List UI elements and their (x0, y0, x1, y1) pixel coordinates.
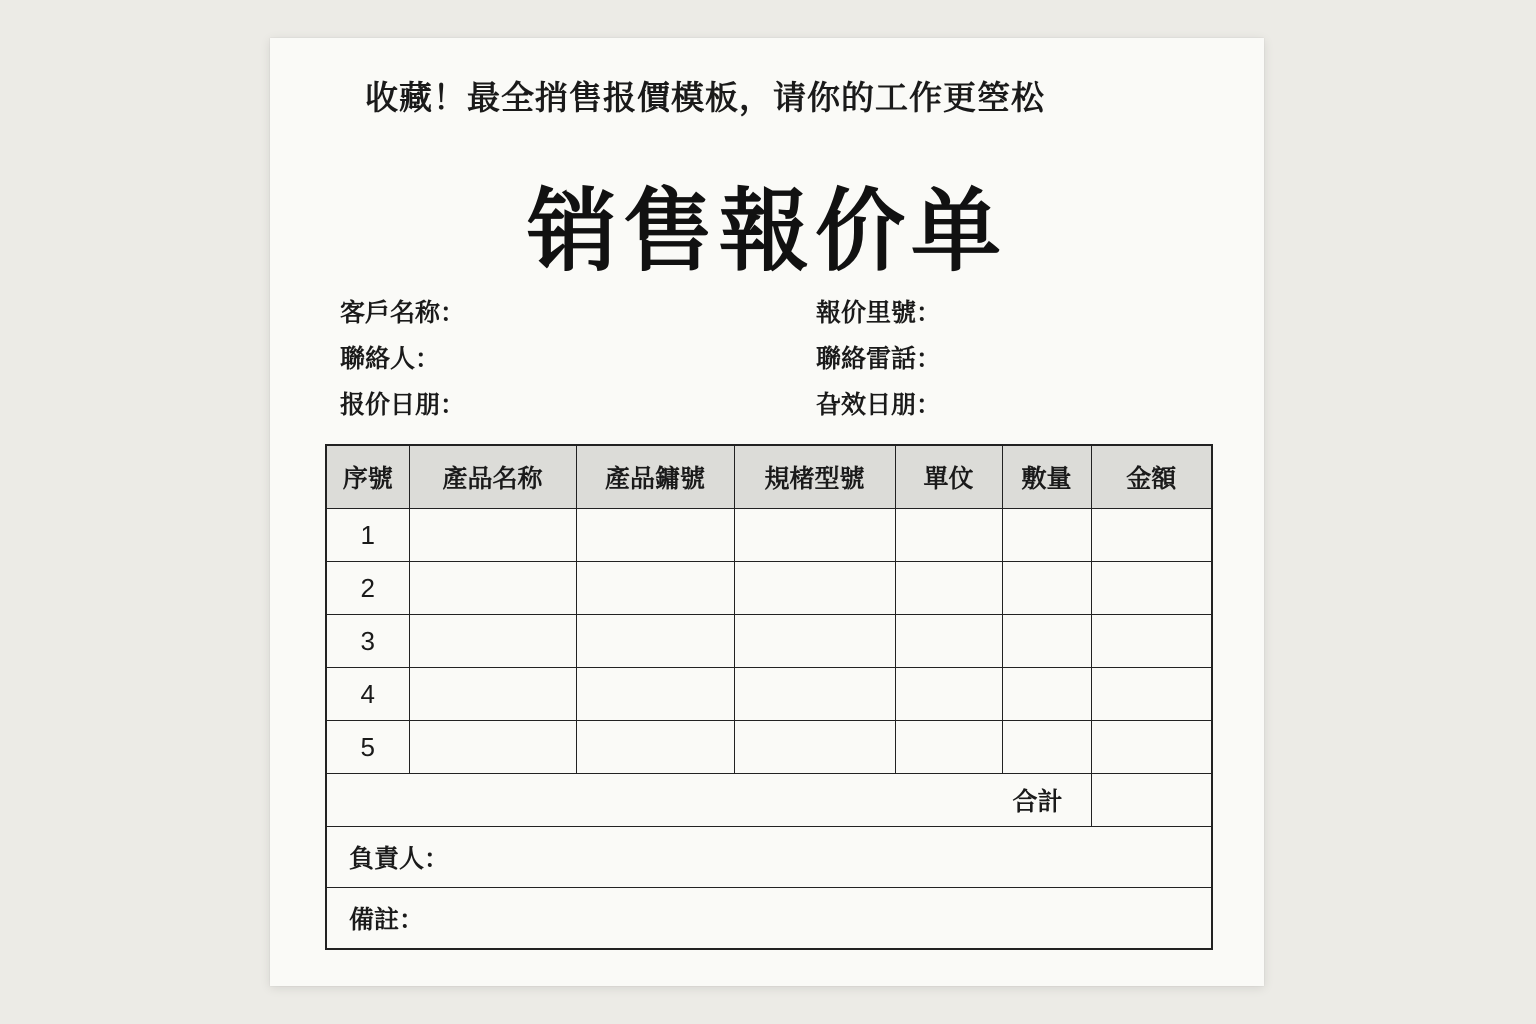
product-name-cell[interactable] (409, 721, 576, 774)
header-unit: 單伩 (895, 445, 1002, 509)
quantity-cell[interactable] (1002, 668, 1091, 721)
spec-model-cell[interactable] (734, 509, 895, 562)
product-name-cell[interactable] (409, 668, 576, 721)
quantity-cell[interactable] (1002, 562, 1091, 615)
row-number: 4 (326, 668, 409, 721)
amount-cell[interactable] (1091, 668, 1212, 721)
customer-name-label: 客戶名称： (340, 298, 466, 327)
amount-cell[interactable] (1091, 615, 1212, 668)
quantity-cell[interactable] (1002, 721, 1091, 774)
product-name-cell[interactable] (409, 509, 576, 562)
unit-cell[interactable] (895, 615, 1002, 668)
quote-date-label: 报价日朋： (340, 390, 466, 419)
valid-date-label: 旮效日朋： (816, 390, 942, 419)
unit-cell[interactable] (895, 509, 1002, 562)
total-label: 合計 (326, 774, 1091, 827)
product-code-cell[interactable] (576, 721, 734, 774)
quote-number-label: 報价里號： (816, 298, 942, 327)
row-number: 3 (326, 615, 409, 668)
header-spec-model: 規楮型號 (734, 445, 895, 509)
table-row (326, 509, 1212, 562)
quantity-cell[interactable] (1002, 615, 1091, 668)
product-code-cell[interactable] (576, 509, 734, 562)
amount-cell[interactable] (1091, 509, 1212, 562)
spec-model-cell[interactable] (734, 562, 895, 615)
row-number: 1 (326, 509, 409, 562)
product-code-cell[interactable] (576, 562, 734, 615)
quote-table (325, 444, 1213, 950)
responsible-label: 負責人： (326, 827, 1212, 888)
subtitle: 收藏！最全捎售报價模板，请你的工作更箜松 (365, 78, 1045, 117)
unit-cell[interactable] (895, 721, 1002, 774)
spec-model-cell[interactable] (734, 615, 895, 668)
contact-phone-label: 聯絡雷話： (816, 344, 942, 373)
unit-cell[interactable] (895, 668, 1002, 721)
row-number: 5 (326, 721, 409, 774)
total-amount-cell[interactable] (1091, 774, 1212, 827)
spec-model-cell[interactable] (734, 668, 895, 721)
product-code-cell[interactable] (576, 668, 734, 721)
table-row (326, 615, 1212, 668)
unit-cell[interactable] (895, 562, 1002, 615)
responsible-row (326, 827, 1212, 888)
remarks-label: 備註： (326, 888, 1212, 950)
table-row (326, 668, 1212, 721)
amount-cell[interactable] (1091, 721, 1212, 774)
table-row (326, 721, 1212, 774)
amount-cell[interactable] (1091, 562, 1212, 615)
row-number: 2 (326, 562, 409, 615)
remarks-row (326, 888, 1212, 950)
table-header-row (326, 445, 1212, 509)
header-serial: 序號 (326, 445, 409, 509)
header-product-code: 產品鏞號 (576, 445, 734, 509)
product-code-cell[interactable] (576, 615, 734, 668)
table-row (326, 562, 1212, 615)
total-row (326, 774, 1212, 827)
product-name-cell[interactable] (409, 615, 576, 668)
header-amount: 金額 (1091, 445, 1212, 509)
header-quantity: 敷量 (1002, 445, 1091, 509)
contact-person-label: 聯絡人： (340, 344, 441, 373)
page-title: 销售報价单 (527, 179, 1007, 284)
product-name-cell[interactable] (409, 562, 576, 615)
spec-model-cell[interactable] (734, 721, 895, 774)
quantity-cell[interactable] (1002, 509, 1091, 562)
header-product-name: 產品名称 (409, 445, 576, 509)
